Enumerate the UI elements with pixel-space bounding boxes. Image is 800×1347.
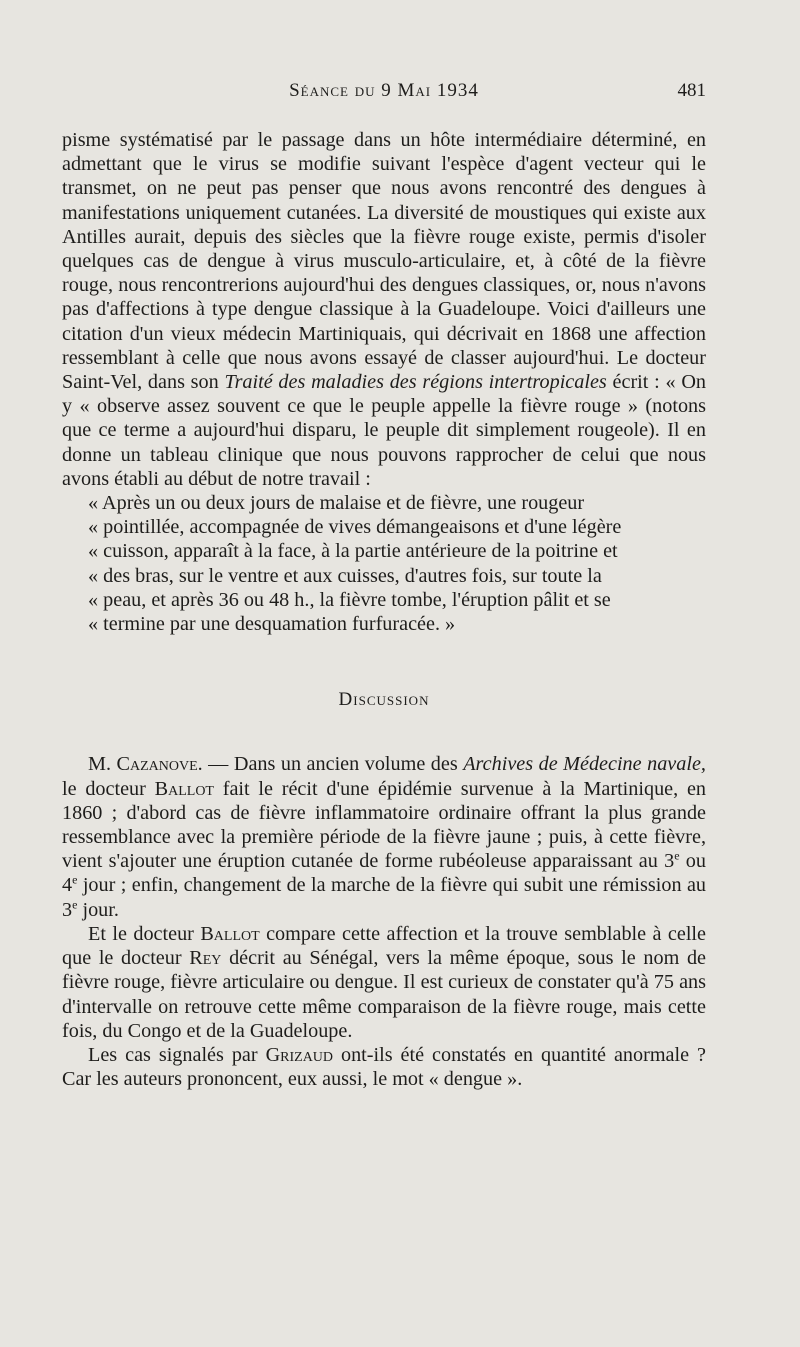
text-run: Les cas signalés par xyxy=(88,1043,266,1066)
text-run: — Dans un ancien volume des xyxy=(202,753,464,776)
citation-line: « Après un ou deux jours de malaise et de fièvre, une rougeur xyxy=(88,492,585,515)
text-run: ont-ils été constatés en quantité anormale ? Car les auteurs prononcent, eux aussi, le mot « dengue ». xyxy=(62,1043,706,1091)
citation-line: « des bras, sur le ventre et aux cuisses, d'autres fois, sur toute la xyxy=(88,564,602,587)
citation-line: « cuisson, apparaît à la face, à la partie antérieure de la poitrine et xyxy=(88,540,618,563)
text-run: compare cette affection et la trouve semblable à celle que le docteur xyxy=(62,922,706,970)
running-title: Séance du 9 Mai 1934 xyxy=(289,80,479,101)
text-run: fait le récit d'une épidémie survenue à la Martinique, en 1860 ; d'abord cas de fièvre inflammatoire ordinaire offrant la plus grande ressemblance avec la première période de la fièvre jaune ; puis, à cette fièvre, vient s'ajouter une éruption cutanée de forme rubéoleuse apparaissant au 3 xyxy=(62,777,707,873)
superscript: e xyxy=(72,896,78,911)
superscript: e xyxy=(72,872,78,887)
paragraph-continuation xyxy=(62,128,706,491)
text-run: Et le docteur xyxy=(88,922,201,945)
text-run: pisme systématisé par le passage dans un hôte intermédiaire déterminé, en admettant que le virus se modifie suivant l'espèce d'agent vecteur qui le transmet, on ne peut pas penser que nous avons rencontré des dengues à manifestations uniquement cutanées. La diversité de moustiques qui existe aux Antilles aurait, depuis des siècles que la fièvre rouge existe, permis d'isoler quelques cas de dengue à virus musculo-articulaire, et, à côté de la fièvre rouge, nous rencontrerions aujourd'hui des dengues classiques, or, nous n'avons pas d'affections à type dengue classique à la Guadeloupe. Voici d'ailleurs une citation d'un vieux médecin Martiniquais, qui décrivait en 1868 une affection ressemblant à celle que nous avons essayé de classer aujourd'hui. Le docteur Saint-Vel, dans son xyxy=(62,129,706,394)
author-name: Rey xyxy=(189,947,222,970)
section-heading: Discussion xyxy=(338,689,430,711)
running-head xyxy=(62,80,706,110)
text-run: décrit au Sénégal, vers la même époque, sous le nom de fièvre rouge, fièvre articulaire ou dengue. Il est curieux de constater qu'à 75 ans d'intervalle on retrouve cette même comparaison de la fièvre rouge, mais cette fois, du Congo et de la Guadeloupe. xyxy=(62,947,707,1042)
author-name: Ballot xyxy=(154,777,214,800)
citation-line: « peau, et après 36 ou 48 h., la fièvre tombe, l'éruption pâlit et se xyxy=(88,588,611,611)
author-name: Grizaud xyxy=(265,1043,334,1066)
journal-title: Archives de Médecine navale, xyxy=(463,753,706,776)
text-run: jour ; enfin, changement de la marche de la fièvre qui subit une rémission au 3 xyxy=(62,874,706,921)
citation-block xyxy=(62,491,706,636)
paragraph-discussion xyxy=(62,752,706,921)
text-run: jour. xyxy=(77,898,119,921)
page-number: 481 xyxy=(677,80,706,101)
citation-line: « pointillée, accompagnée de vives démangeaisons et d'une légère xyxy=(88,516,622,539)
text-run: écrit : « On y « observe assez souvent ce que le peuple appelle la fièvre rouge » (notons que ce terme a aujourd'hui disparu, le peuple dit simplement rougeole). Il en donne un tableau clinique que nous pouvons rapprocher de celui que nous avons établi au début de notre travail : xyxy=(62,371,706,490)
author-name: Ballot xyxy=(200,922,260,945)
paragraph-question xyxy=(62,1043,706,1091)
superscript: e xyxy=(674,848,680,863)
text-run: le docteur xyxy=(62,777,155,800)
paragraph-comparison xyxy=(62,922,706,1043)
book-title: Traité des maladies des régions intertropicales xyxy=(224,371,607,394)
citation-line-last: « termine par une desquamation furfuracée. » xyxy=(88,613,456,636)
text-run: ou 4 xyxy=(62,850,706,897)
speaker-name: M. Cazanove. xyxy=(88,753,203,776)
body-text xyxy=(62,128,706,1091)
